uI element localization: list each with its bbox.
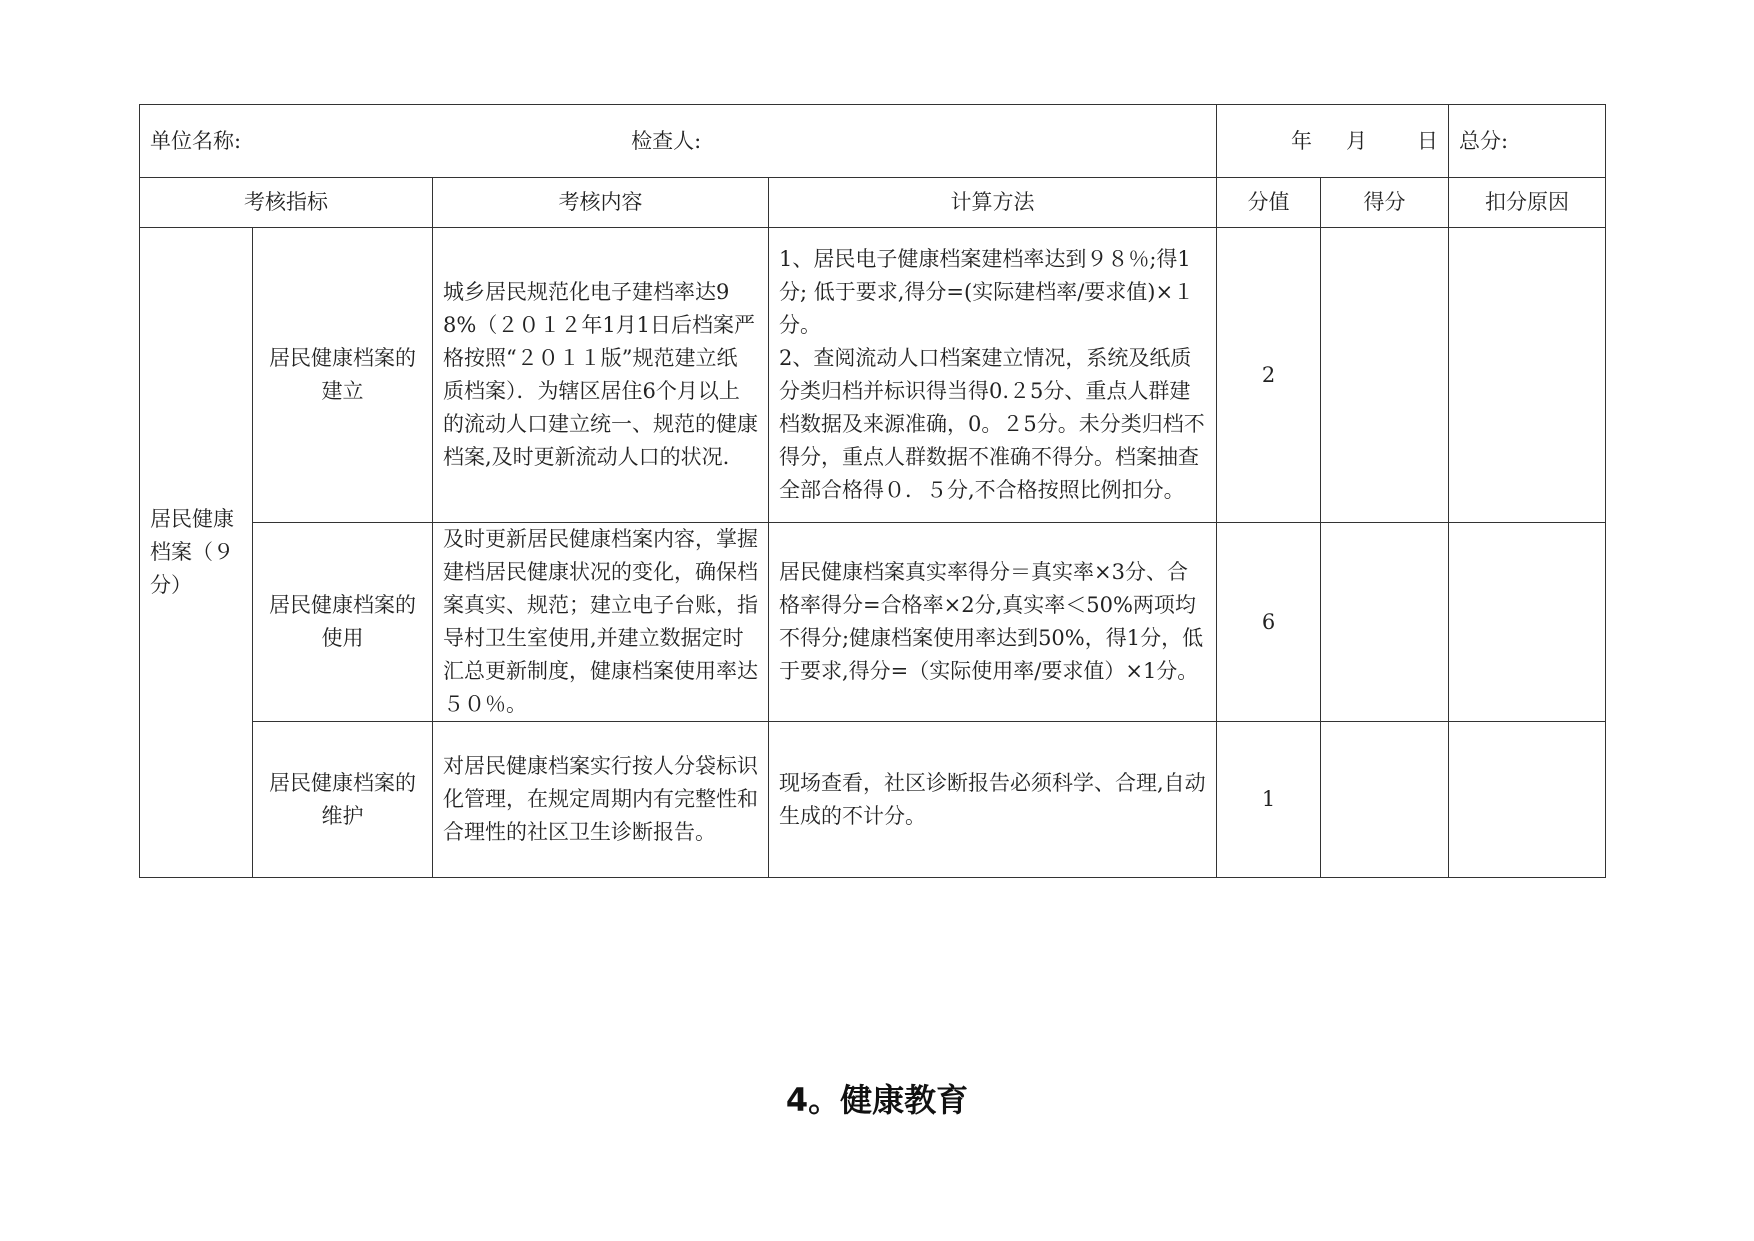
inspector-label: 检查人: — [631, 128, 702, 153]
deduct-reason-cell — [1449, 228, 1606, 523]
column-header-row — [140, 178, 1606, 228]
score-got-cell — [1321, 722, 1449, 878]
evaluation-table — [139, 104, 1606, 878]
indicator-cell: 居民健康档案的维护 — [253, 722, 433, 878]
col-deduct-reason-header: 扣分原因 — [1449, 178, 1606, 228]
score-value-cell: 6 — [1217, 523, 1321, 722]
day-label: 日 — [1417, 128, 1439, 153]
content-cell: 及时更新居民健康档案内容，掌握建档居民健康状况的变化，确保档案真实、规范；建立电子台账，指导村卫生室使用,并建立数据定时汇总更新制度，健康档案使用率达５０％。 — [433, 523, 769, 722]
col-indicator-header: 考核指标 — [140, 178, 433, 228]
score-value-cell: 1 — [1217, 722, 1321, 878]
total-score-label: 总分: — [1459, 128, 1509, 153]
method-cell — [769, 228, 1217, 523]
table-row — [140, 722, 1606, 878]
indicator-cell: 居民健康档案的使用 — [253, 523, 433, 722]
total-score-cell — [1449, 105, 1606, 178]
method-line: 居民健康档案真实率得分＝真实率×3分、合格率得分=合格率×2分,真实率＜50%两项均不得分;健康档案使用率达到50%，得1分，低于要求,得分=（实际使用率/要求值）×1分。 — [779, 560, 1204, 683]
table-row — [140, 523, 1606, 722]
unit-inspector-cell — [140, 105, 1217, 178]
date-cell — [1217, 105, 1449, 178]
method-cell — [769, 722, 1217, 878]
col-score-value-header: 分值 — [1217, 178, 1321, 228]
method-line: 2、查阅流动人口档案建立情况，系统及纸质分类归档并标识得当得0.２5分、重点人群建档数据及来源准确，0。２5分。未分类归档不得分，重点人群数据不准确不得分。档案抽查全部合格得０．５分,不合格按照比例扣分。 — [779, 346, 1205, 502]
section-title: 4。健康教育 — [785, 1081, 969, 1119]
col-score-got-header: 得分 — [1321, 178, 1449, 228]
content-cell: 城乡居民规范化电子建档率达98%（２０１２年1月1日后档案严格按照“２０１１版”规范建立纸质档案）．为辖区居住6个月以上的流动人口建立统一、规范的健康档案,及时更新流动人口的状况. — [433, 228, 769, 523]
year-label: 年 — [1291, 128, 1313, 153]
method-line: 1、居民电子健康档案建档率达到９８％;得1分; 低于要求,得分=(实际建档率/要求值)×１分。 — [779, 247, 1195, 337]
score-value-cell: 2 — [1217, 228, 1321, 523]
col-content-header: 考核内容 — [433, 178, 769, 228]
content-cell: 对居民健康档案实行按人分袋标识化管理，在规定周期内有完整性和合理性的社区卫生诊断报告。 — [433, 722, 769, 878]
deduct-reason-cell — [1449, 523, 1606, 722]
method-cell — [769, 523, 1217, 722]
score-got-cell — [1321, 523, 1449, 722]
score-got-cell — [1321, 228, 1449, 523]
category-cell: 居民健康档案（９分） — [140, 228, 253, 878]
indicator-cell: 居民健康档案的建立 — [253, 228, 433, 523]
month-label: 月 — [1346, 128, 1368, 153]
deduct-reason-cell — [1449, 722, 1606, 878]
header-info-row — [140, 105, 1606, 178]
col-method-header: 计算方法 — [769, 178, 1217, 228]
unit-name-label: 单位名称: — [150, 128, 242, 153]
table-row — [140, 228, 1606, 523]
method-line: 现场查看，社区诊断报告必须科学、合理,自动生成的不计分。 — [779, 770, 1206, 828]
